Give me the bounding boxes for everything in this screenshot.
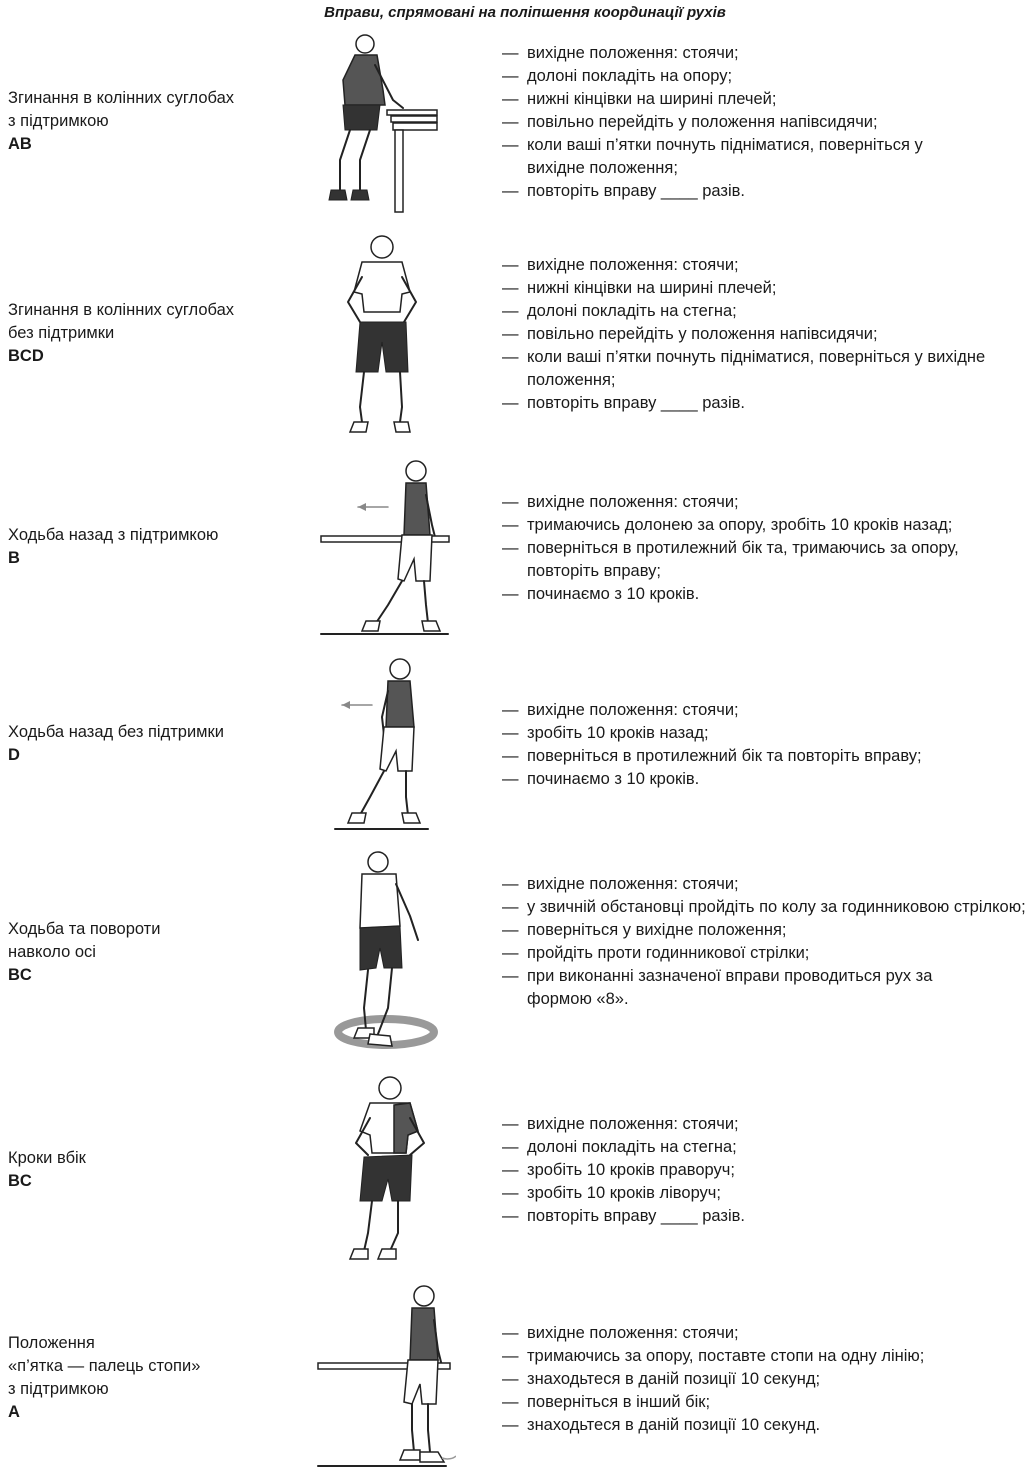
exercise-name-line: «п’ятка — палець стопи» — [8, 1357, 201, 1375]
person-walking-backward-icon — [332, 655, 432, 833]
exercise-step: — повільно перейдіть у положення напівсидячи; — [502, 113, 878, 131]
exercise-step: — повільно перейдіть у положення напівсидячи; — [502, 325, 878, 343]
exercise-step: — вихідне положення: стоячи; — [502, 701, 739, 719]
exercise-level: AB — [8, 135, 32, 153]
exercise-step: — повторіть вправу ____ разів. — [502, 394, 745, 412]
exercise-steps — [502, 42, 1027, 203]
exercise-level: BC — [8, 966, 32, 984]
exercise-step: — повторіть вправу ____ разів. — [502, 1207, 745, 1225]
exercise-step: — тримаючись долонею за опору, зробіть 10 кроків назад; — [502, 516, 953, 534]
person-squat-with-support-icon — [325, 30, 445, 215]
exercise-name-line: Ходьба та повороти — [8, 920, 161, 938]
exercise-level: B — [8, 549, 20, 567]
exercise-steps — [502, 491, 1027, 606]
exercise-level: BCD — [8, 347, 44, 365]
exercise-step: — у звичній обстановці пройдіть по колу за годинниковою стрілкою; — [502, 898, 1026, 916]
exercise-step: — коли ваші п’ятки почнуть підніматися, поверніться у вихідне положення; — [502, 348, 986, 389]
exercise-step: — нижні кінцівки на ширині плечей; — [502, 90, 777, 108]
exercise-step: — долоні покладіть на стегна; — [502, 1138, 737, 1156]
page-title: Вправи, спрямовані на поліпшення координації рухів — [324, 4, 726, 21]
exercise-name-line: без підтримки — [8, 324, 115, 342]
exercise-step: — починаємо з 10 кроків. — [502, 770, 700, 788]
exercise-steps — [502, 1113, 1027, 1228]
exercise-name-line: Згинання в колінних суглобах — [8, 301, 235, 319]
exercise-step: — вихідне положення: стоячи; — [502, 256, 739, 274]
exercise-name-line: Положення — [8, 1334, 95, 1352]
exercise-step: — при виконанні зазначеної вправи проводиться рух за формою «8». — [502, 967, 933, 1008]
person-walking-in-circle-icon — [334, 848, 438, 1056]
exercise-step: — коли ваші п’ятки почнуть підніматися, поверніться у вихідне положення; — [502, 136, 923, 177]
person-squat-without-support-icon — [330, 232, 440, 438]
exercise-step: — повторіть вправу ____ разів. — [502, 182, 745, 200]
exercise-name — [8, 87, 234, 156]
exercise-name-line: навколо осі — [8, 943, 96, 961]
exercise-name — [8, 918, 160, 987]
exercise-step: — зробіть 10 кроків ліворуч; — [502, 1184, 721, 1202]
person-heel-to-toe-stance-icon — [316, 1280, 456, 1470]
exercise-step: — поверніться у вихідне положення; — [502, 921, 787, 939]
exercise-name — [8, 721, 224, 767]
exercise-step: — долоні покладіть на опору; — [502, 67, 733, 85]
exercise-level: D — [8, 746, 20, 764]
exercise-step: — поверніться в протилежний бік та, тримаючись за опору, повторіть вправу; — [502, 539, 959, 580]
exercise-step: — вихідне положення: стоячи; — [502, 875, 739, 893]
exercise-name — [8, 524, 218, 570]
exercise-step: — вихідне положення: стоячи; — [502, 1115, 739, 1133]
exercise-name — [8, 1147, 86, 1193]
exercise-step: — знаходьтеся в даній позиції 10 секунд; — [502, 1370, 821, 1388]
exercise-step: — поверніться в інший бік; — [502, 1393, 711, 1411]
exercise-level: BC — [8, 1172, 32, 1190]
exercise-steps — [502, 1322, 1027, 1437]
exercise-step: — вихідне положення: стоячи; — [502, 1324, 739, 1342]
exercise-step: — тримаючись за опору, поставте стопи на одну лінію; — [502, 1347, 925, 1365]
exercise-name — [8, 299, 234, 368]
exercise-step: — пройдіть проти годинникової стрілки; — [502, 944, 810, 962]
exercise-name-line: з підтримкою — [8, 112, 109, 130]
exercise-step: — вихідне положення: стоячи; — [502, 44, 739, 62]
exercise-step: — зробіть 10 кроків праворуч; — [502, 1161, 735, 1179]
exercise-steps — [502, 699, 1027, 791]
exercise-step: — поверніться в протилежний бік та повторіть вправу; — [502, 747, 922, 765]
exercise-name-line: Згинання в колінних суглобах — [8, 89, 235, 107]
exercise-step: — зробіть 10 кроків назад; — [502, 724, 709, 742]
exercise-level: A — [8, 1403, 20, 1421]
exercise-name — [8, 1332, 200, 1424]
exercise-steps — [502, 873, 1027, 1011]
exercise-step: — долоні покладіть на стегна; — [502, 302, 737, 320]
person-side-steps-icon — [336, 1073, 440, 1267]
exercise-step: — вихідне положення: стоячи; — [502, 493, 739, 511]
exercise-step: — знаходьтеся в даній позиції 10 секунд. — [502, 1416, 821, 1434]
exercise-name-line: Кроки вбік — [8, 1149, 86, 1167]
exercise-step: — нижні кінцівки на ширині плечей; — [502, 279, 777, 297]
person-walking-backward-with-rail-icon — [318, 455, 453, 637]
exercise-steps — [502, 254, 1027, 415]
exercise-name-line: з підтримкою — [8, 1380, 109, 1398]
exercise-step: — починаємо з 10 кроків. — [502, 585, 700, 603]
exercise-name-line: Ходьба назад без підтримки — [8, 723, 224, 741]
exercise-name-line: Ходьба назад з підтримкою — [8, 526, 219, 544]
